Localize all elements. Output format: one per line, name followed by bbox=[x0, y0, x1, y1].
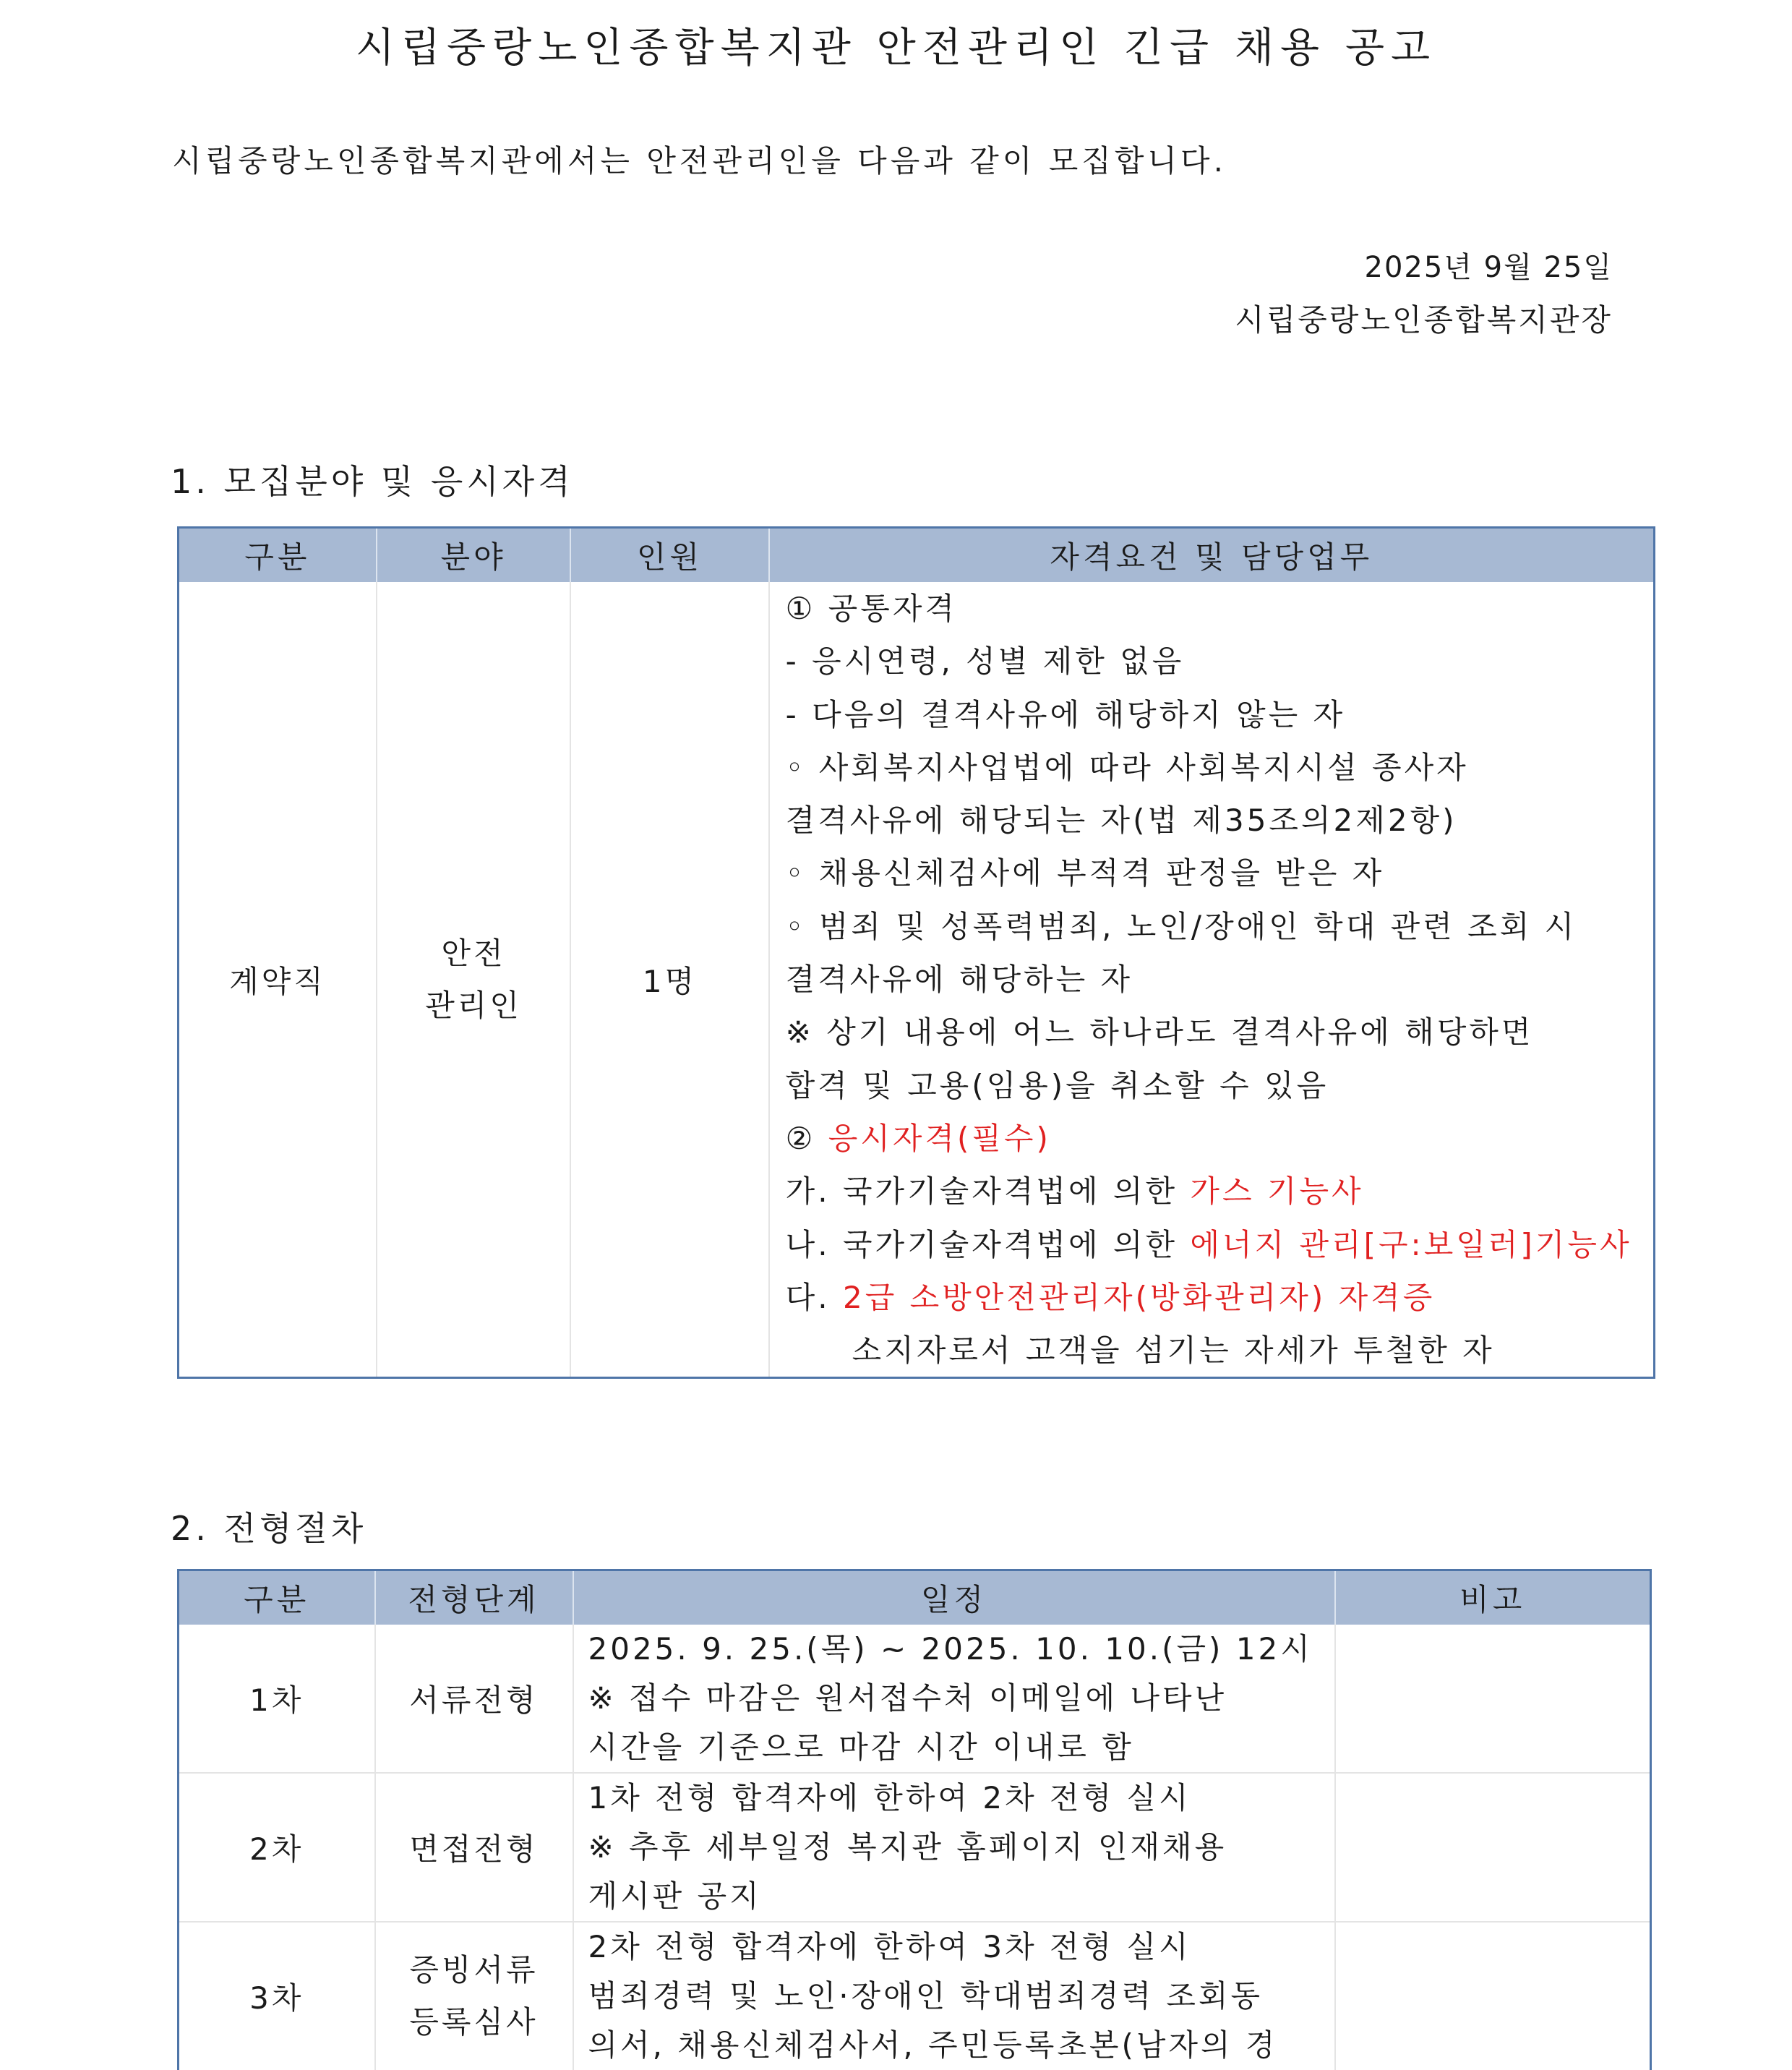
document-title: 시립중랑노인종합복지관 안전관리인 긴급 채용 공고 bbox=[355, 25, 1437, 72]
headcount: 1명 bbox=[570, 582, 768, 1378]
requirement-line: ※ 상기 내용에 어느 하나라도 결격사유에 해당하면 bbox=[785, 1014, 1534, 1051]
circled-number: ② bbox=[785, 1120, 816, 1156]
table-header-row bbox=[179, 1570, 1651, 1625]
stage-name-line: 등록심사 bbox=[409, 2004, 539, 2040]
announcement-date: 2025년 9월 25일 bbox=[1364, 251, 1613, 284]
header-headcount: 인원 bbox=[570, 528, 768, 583]
requirement-line: - 다음의 결격사유에 해당하지 않는 자 bbox=[785, 696, 1346, 732]
stage-number: 3차 bbox=[179, 1922, 375, 2070]
stage-remarks bbox=[1335, 1773, 1651, 1922]
table-row bbox=[179, 582, 1655, 1378]
table-row bbox=[179, 1773, 1651, 1922]
qualification-name: 가스 기능사 bbox=[1190, 1173, 1364, 1210]
stage-name-line: 증빙서류 bbox=[409, 1952, 539, 1988]
header-category: 구분 bbox=[179, 528, 377, 583]
requirement-line: ◦ 범죄 및 성폭력범죄, 노인/장애인 학대 관련 조회 시 bbox=[785, 908, 1577, 944]
employment-type: 계약직 bbox=[229, 963, 326, 999]
stage-name: 면접전형 bbox=[375, 1773, 573, 1922]
requirement-line: - 응시연령, 성별 제한 없음 bbox=[785, 643, 1185, 680]
requirement-line: ① 공통자격 bbox=[785, 591, 957, 626]
qualification-prefix: 가. 국가기술자격법에 의한 bbox=[785, 1173, 1178, 1210]
schedule-line: 시간을 기준으로 마감 시간 이내로 함 bbox=[588, 1729, 1134, 1765]
qualification-closing: 소지자로서 고객을 섬기는 자세가 투철한 자 bbox=[852, 1333, 1495, 1369]
stage-remarks bbox=[1335, 1922, 1651, 2070]
issuer-name: 시립중랑노인종합복지관장 bbox=[1235, 302, 1613, 338]
qualification-prefix: 다. bbox=[785, 1279, 831, 1315]
requirement-line: ◦ 채용신체검사에 부적격 판정을 받은 자 bbox=[785, 855, 1385, 891]
schedule-line: 1차 전형 합격자에 한하여 2차 전형 실시 bbox=[588, 1780, 1191, 1815]
stage-remarks bbox=[1335, 1625, 1651, 1773]
stage-schedule bbox=[573, 1922, 1335, 2070]
qualification-a bbox=[786, 1165, 1653, 1218]
header-schedule: 일정 bbox=[573, 1570, 1335, 1625]
job-field-line: 관리인 bbox=[425, 987, 522, 1023]
table-row bbox=[179, 1922, 1651, 2070]
header-field: 분야 bbox=[377, 528, 570, 583]
schedule-line: ※ 접수 마감은 원서접수처 이메일에 나타난 bbox=[588, 1680, 1227, 1716]
requirement-line: 결격사유에 해당되는 자(법 제35조의2제2항) bbox=[785, 803, 1457, 839]
job-field bbox=[377, 582, 570, 1378]
header-requirements: 자격요건 및 담당업무 bbox=[769, 528, 1655, 583]
schedule-line: 2025. 9. 25.(목) ~ 2025. 10. 10.(금) 12시 bbox=[588, 1631, 1313, 1667]
schedule-line: ※ 추후 세부일정 복지관 홈페이지 인재채용 bbox=[588, 1829, 1227, 1865]
stage-schedule bbox=[573, 1625, 1335, 1773]
section-heading-recruitment: 1. 모집분야 및 응시자격 bbox=[171, 462, 574, 501]
stage-name bbox=[375, 1922, 573, 2070]
schedule-line: 범죄경력 및 노인·장애인 학대범죄경력 조회동 bbox=[588, 1978, 1264, 2014]
intro-text: 시립중랑노인종합복지관에서는 안전관리인을 다음과 같이 모집합니다. bbox=[172, 143, 1227, 179]
stage-number: 2차 bbox=[179, 1773, 375, 1922]
table-header-row bbox=[179, 528, 1655, 583]
stage-schedule bbox=[573, 1773, 1335, 1922]
schedule-line: 2차 전형 합격자에 한하여 3차 전형 실시 bbox=[588, 1929, 1191, 1964]
requirements-cell bbox=[769, 582, 1655, 1378]
qualification-name: 에너지 관리[구:보일러]기능사 bbox=[1190, 1226, 1632, 1262]
requirement-line: ◦ 사회복지사업법에 따라 사회복지시설 종사자 bbox=[785, 749, 1469, 785]
requirement-line: 결격사유에 해당하는 자 bbox=[785, 962, 1133, 998]
required-qualification-label: 응시자격(필수) bbox=[828, 1120, 1051, 1156]
table-row bbox=[179, 1625, 1651, 1773]
job-field-line: 안전 bbox=[441, 935, 506, 971]
schedule-line: 의서, 채용신체검사서, 주민등록초본(남자의 경 bbox=[588, 2027, 1278, 2063]
recruitment-table bbox=[177, 526, 1655, 1379]
stage-name: 서류전형 bbox=[375, 1625, 573, 1773]
schedule-line: 게시판 공지 bbox=[588, 1878, 762, 1914]
qualification-b bbox=[786, 1218, 1653, 1271]
required-qualification-heading bbox=[786, 1112, 1653, 1165]
header-stage: 구분 bbox=[179, 1570, 375, 1625]
requirement-line: 합격 및 고용(임용)을 취소할 수 있음 bbox=[785, 1067, 1329, 1103]
section-heading-selection: 2. 전형절차 bbox=[171, 1509, 367, 1548]
header-step: 전형단계 bbox=[375, 1570, 573, 1625]
qualification-c bbox=[786, 1271, 1653, 1324]
qualification-name: 2급 소방안전관리자(방화관리자) 자격증 bbox=[842, 1279, 1436, 1315]
stage-number: 1차 bbox=[249, 1682, 304, 1718]
qualification-prefix: 나. 국가기술자격법에 의한 bbox=[785, 1226, 1178, 1262]
header-remarks: 비고 bbox=[1335, 1570, 1651, 1625]
selection-process-table bbox=[177, 1569, 1652, 2070]
